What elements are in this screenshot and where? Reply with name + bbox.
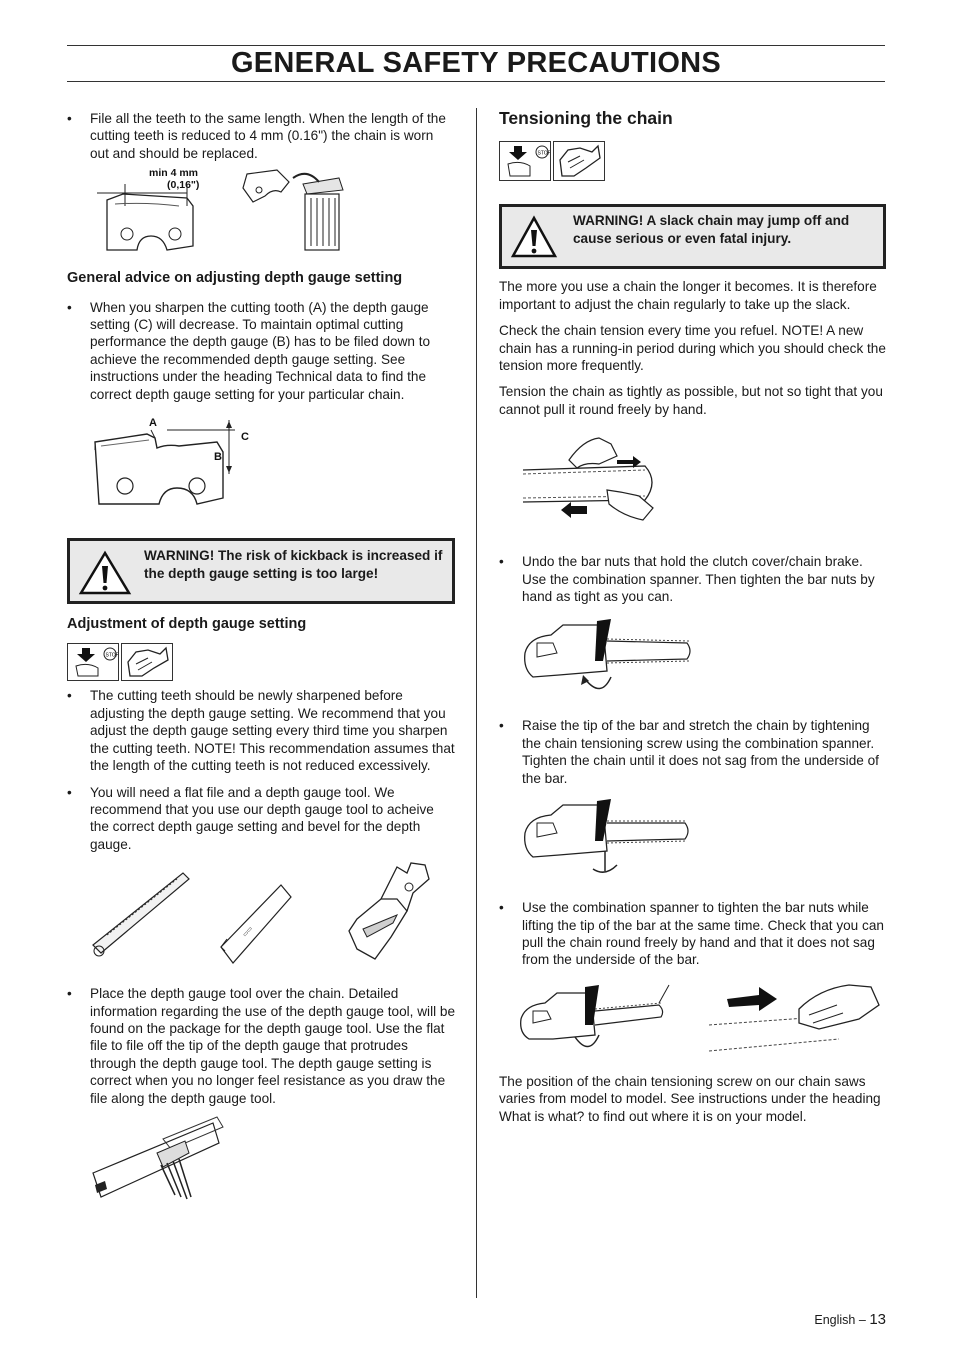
para-tension-tightly: Tension the chain as tightly as possible, but not so tight that you cannot pull it round freely by hand. bbox=[499, 384, 883, 417]
para-chain-longer: The more you use a chain the longer it becomes. It is therefore important to adjust the chain regularly to take up the slack. bbox=[499, 279, 877, 312]
bullet-sharpen-tooth: • When you sharpen the cutting tooth (A) the depth gauge setting (C) will decrease. To maintain optimal cutting performance the depth gauge (B) has to be filed down to achieve the recommended depth gauge setting. See instructions under the heading Technical data to find the correct depth gauge setting for your particular chain. bbox=[67, 299, 455, 403]
page-title: GENERAL SAFETY PRECAUTIONS bbox=[230, 47, 722, 79]
min-length-inch-label: (0,16") bbox=[167, 179, 200, 192]
page-footer bbox=[814, 1311, 886, 1328]
bullet-newly-sharpened: • The cutting teeth should be newly sharpened before adjusting the depth gauge setting. We recommend that you adjust the depth gauge setting every third time you sharpen the cutting teeth. NOTE! This recommendation assumes that the length of the cutting teeth is not reduced excessively. bbox=[67, 687, 455, 774]
page-number: 13 bbox=[869, 1311, 886, 1328]
heading-tensioning: Tensioning the chain bbox=[499, 108, 673, 128]
left-column bbox=[67, 108, 455, 1209]
warning-triangle-icon bbox=[510, 215, 558, 259]
footer-dash: – bbox=[858, 1313, 866, 1327]
tooth-length-figure bbox=[67, 166, 455, 258]
heading-adjustment: Adjustment of depth gauge setting bbox=[67, 616, 307, 633]
right-column bbox=[499, 108, 886, 1125]
para-check-tension: Check the chain tension every time you refuel. NOTE! A new chain has a running-in period during which you should check the tension more frequently. bbox=[499, 323, 886, 374]
undo-nuts-figure bbox=[499, 613, 886, 701]
depth-gauge-figure bbox=[67, 416, 455, 516]
warning-slack-chain-text: WARNING! A slack chain may jump off and cause serious or even fatal injury. bbox=[573, 213, 850, 247]
bullet-undo-bar-nuts: • Undo the bar nuts that hold the clutch cover/chain brake. Use the combination spanner. Then tighten the bar nuts by hand as tight as you can. bbox=[499, 553, 886, 605]
bullet-raise-tip: • Raise the tip of the bar and stretch the chain by tightening the chain tensioning screw using the combination spanner. Tighten the chain until it does not sag from the underside of the bar. bbox=[499, 717, 886, 787]
tighten-and-check-figure bbox=[499, 977, 886, 1063]
warning-triangle-icon bbox=[78, 550, 132, 596]
tools-figure bbox=[67, 859, 455, 977]
label-c: C bbox=[241, 431, 249, 444]
bullet-file-teeth: • File all the teeth to the same length. When the length of the cutting teeth is reduced to 4 mm (0.16") the chain is worn out and should be replaced. bbox=[67, 110, 455, 162]
stop-engine-icon bbox=[67, 643, 119, 681]
bullet-flat-file: • You will need a flat file and a depth gauge tool. We recommend that you use our depth gauge tool to acheive the correct depth gauge setting and bevel for the depth gauge. bbox=[67, 784, 455, 854]
stop-engine-icon bbox=[499, 141, 551, 181]
para-screw-position: The position of the chain tensioning screw on our chain saws varies from model to model. See instructions under the heading What is what? to find out where it is on your model. bbox=[499, 1073, 881, 1124]
label-a: A bbox=[149, 417, 157, 430]
bullet-place-tool: • Place the depth gauge tool over the chain. Detailed information regarding the use of the depth gauge tool, will be found on the package for the depth gauge tool. Use the flat file to file off the tip of the depth gauge that protrudes through the depth gauge tool. The depth gauge setting is correct when you no longer feel resistance as you draw the file along the depth gauge tool. bbox=[67, 985, 455, 1107]
footer-language: English bbox=[814, 1313, 856, 1327]
min-length-label: min 4 mm bbox=[149, 167, 199, 180]
warning-kickback bbox=[67, 538, 455, 604]
warning-kickback-text: WARNING! The risk of kickback is increased if the depth gauge setting is too large! bbox=[144, 548, 443, 582]
hand-pull-chain-figure bbox=[499, 430, 886, 540]
raise-tip-figure bbox=[499, 793, 886, 883]
protective-glove-icon bbox=[121, 643, 173, 681]
label-b: B bbox=[214, 451, 222, 464]
bullet-tighten-bar-nuts: • Use the combination spanner to tighten the bar nuts while lifting the tip of the bar at the same time. Check that you can pull the chain round freely by hand and that it does not sag from the underside of the bar. bbox=[499, 899, 886, 969]
heading-general-advice: General advice on adjusting depth gauge setting bbox=[67, 270, 403, 287]
column-divider bbox=[476, 108, 477, 1298]
svg-text:STOP: STOP bbox=[105, 652, 118, 659]
filing-figure bbox=[67, 1113, 455, 1209]
header-rule-bottom bbox=[67, 81, 885, 82]
svg-text:STOP: STOP bbox=[537, 150, 550, 157]
adjustment-icons bbox=[67, 643, 455, 685]
protective-glove-icon bbox=[553, 141, 605, 181]
tensioning-icons bbox=[499, 141, 886, 183]
warning-slack-chain bbox=[499, 204, 886, 269]
svg-text:▭▭: ▭▭ bbox=[242, 926, 255, 939]
